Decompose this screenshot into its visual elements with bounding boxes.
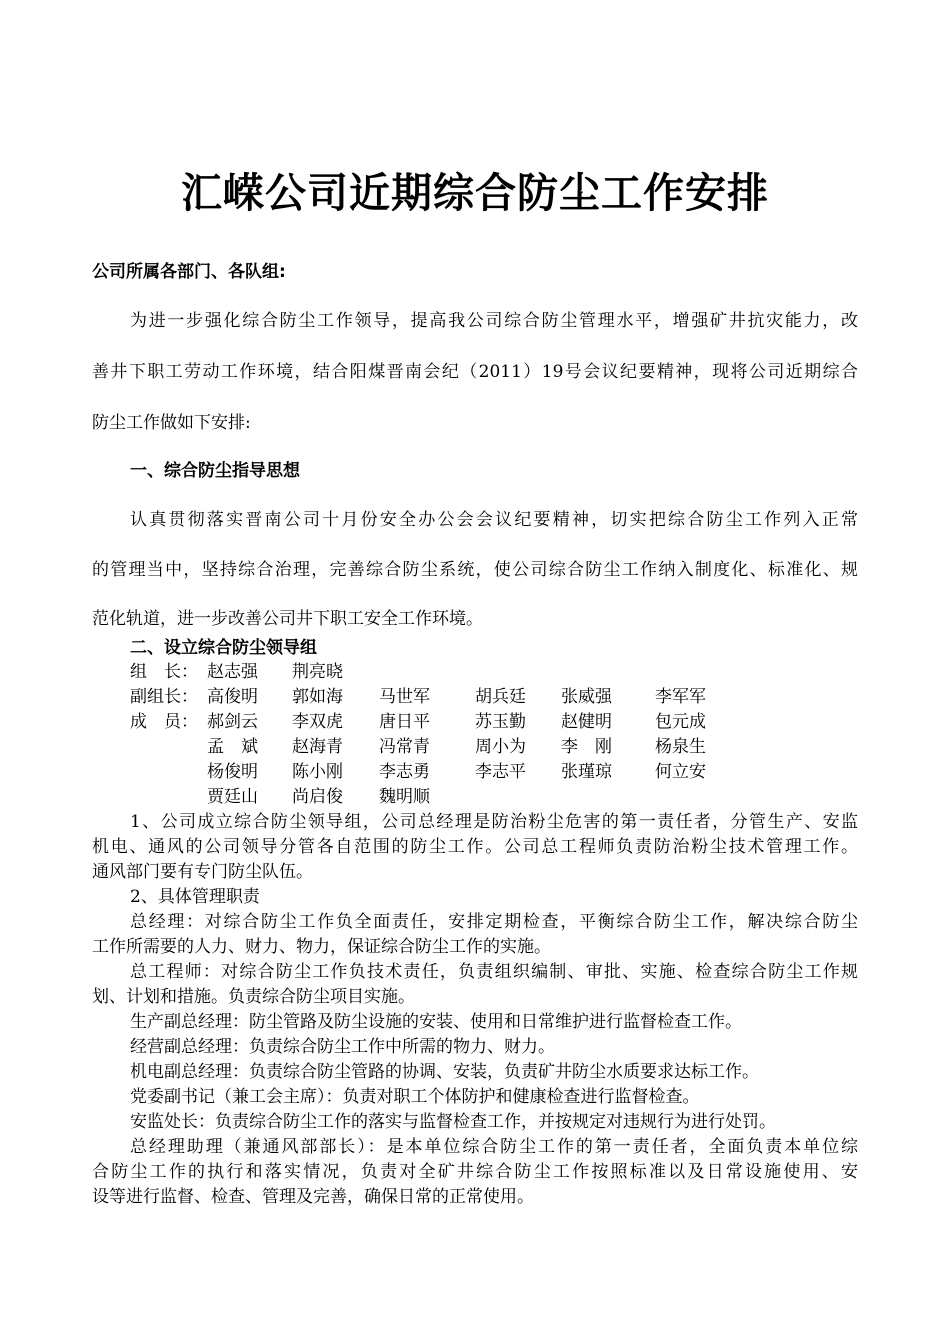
roster-member-name: 孟 斌 bbox=[207, 737, 258, 757]
intro-line-3: 防尘工作做如下安排: bbox=[92, 413, 251, 433]
roster-member-name: 郭如海 bbox=[292, 687, 343, 707]
body-line: 2、具体管理职责 bbox=[130, 887, 260, 907]
roster-role-label: 成 员： bbox=[130, 712, 198, 732]
roster-member-name: 李双虎 bbox=[292, 712, 343, 732]
salutation: 公司所属各部门、各队组: bbox=[92, 262, 286, 282]
roster-role-label: 组 长： bbox=[130, 662, 198, 682]
roster-member-name: 尚启俊 bbox=[292, 787, 343, 807]
body-line: 总工程师：对综合防尘工作负技术责任，负责组织编制、审批、实施、检查综合防尘工作规 bbox=[130, 962, 858, 982]
roster-role-label: 副组长： bbox=[130, 687, 198, 707]
body-line: 总经理助理（兼通风部部长）：是本单位综合防尘工作的第一责任者，全面负责本单位综 bbox=[130, 1137, 858, 1157]
roster-member-name: 魏明顺 bbox=[379, 787, 430, 807]
body-line: 生产副总经理：防尘管路及防尘设施的安装、使用和日常维护进行监督检查工作。 bbox=[130, 1012, 742, 1032]
document-title: 汇嵘公司近期综合防尘工作安排 bbox=[181, 169, 769, 217]
body-line: 机电、通风的公司领导分管各自范围的防尘工作。公司总工程师负责防治粉尘技术管理工作。 bbox=[92, 837, 858, 857]
section-1-line-1: 认真贯彻落实晋南公司十月份安全办公会会议纪要精神，切实把综合防尘工作列入正常 bbox=[130, 510, 858, 530]
roster-member-name: 马世军 bbox=[379, 687, 430, 707]
roster-member-name: 唐日平 bbox=[379, 712, 430, 732]
roster-member-name: 杨泉生 bbox=[655, 737, 706, 757]
section-1-line-3: 范化轨道，进一步改善公司井下职工安全工作环境。 bbox=[92, 609, 483, 629]
roster-member-name: 周小为 bbox=[475, 737, 526, 757]
roster-member-name: 荆亮晓 bbox=[292, 662, 343, 682]
roster-member-name: 胡兵廷 bbox=[475, 687, 526, 707]
roster-member-name: 张瑾琼 bbox=[561, 762, 612, 782]
roster-member-name: 赵海青 bbox=[292, 737, 343, 757]
roster-member-name: 包元成 bbox=[655, 712, 706, 732]
roster-member-name: 贾廷山 bbox=[207, 787, 258, 807]
roster-member-name: 李 刚 bbox=[561, 737, 612, 757]
roster-member-name: 李军军 bbox=[655, 687, 706, 707]
roster-member-name: 何立安 bbox=[655, 762, 706, 782]
body-line: 1、公司成立综合防尘领导组，公司总经理是防治粉尘危害的第一责任者，分管生产、安监 bbox=[130, 812, 858, 832]
roster-member-name: 李志平 bbox=[475, 762, 526, 782]
section-1-line-2: 的管理当中，坚持综合治理，完善综合防尘系统，使公司综合防尘工作纳入制度化、标准化、规 bbox=[92, 560, 858, 580]
section-1-heading: 一、综合防尘指导思想 bbox=[130, 461, 300, 481]
body-line: 设等进行监督、检查、管理及完善，确保日常的正常使用。 bbox=[92, 1187, 534, 1207]
body-line: 党委副书记（兼工会主席）：负责对职工个体防护和健康检查进行监督检查。 bbox=[130, 1087, 700, 1107]
body-line: 合防尘工作的执行和落实情况，负责对全矿井综合防尘工作按照标准以及日常设施使用、安 bbox=[92, 1162, 858, 1182]
roster-member-name: 张威强 bbox=[561, 687, 612, 707]
roster-member-name: 赵志强 bbox=[207, 662, 258, 682]
body-line: 机电副总经理：负责综合防尘管路的协调、安装，负责矿井防尘水质要求达标工作。 bbox=[130, 1062, 759, 1082]
roster-member-name: 陈小刚 bbox=[292, 762, 343, 782]
body-line: 经营副总经理：负责综合防尘工作中所需的物力、财力。 bbox=[130, 1037, 555, 1057]
roster-member-name: 苏玉勤 bbox=[475, 712, 526, 732]
body-line: 总经理：对综合防尘工作负全面责任，安排定期检查，平衡综合防尘工作，解决综合防尘 bbox=[130, 912, 858, 932]
body-line: 划、计划和措施。负责综合防尘项目实施。 bbox=[92, 987, 415, 1007]
body-line: 通风部门要有专门防尘队伍。 bbox=[92, 862, 313, 882]
roster-member-name: 郝剑云 bbox=[207, 712, 258, 732]
roster-member-name: 赵健明 bbox=[561, 712, 612, 732]
roster-member-name: 李志勇 bbox=[379, 762, 430, 782]
roster-member-name: 高俊明 bbox=[207, 687, 258, 707]
intro-line-2: 善井下职工劳动工作环境，结合阳煤晋南会纪（2011）19号会议纪要精神，现将公司近期综合 bbox=[92, 362, 858, 382]
roster-member-name: 冯常青 bbox=[379, 737, 430, 757]
roster-member-name: 杨俊明 bbox=[207, 762, 258, 782]
intro-line-1: 为进一步强化综合防尘工作领导，提高我公司综合防尘管理水平，增强矿井抗灾能力，改 bbox=[130, 311, 858, 331]
body-line: 安监处长：负责综合防尘工作的落实与监督检查工作，并按规定对违规行为进行处罚。 bbox=[130, 1112, 776, 1132]
section-2-heading: 二、设立综合防尘领导组 bbox=[130, 638, 317, 658]
body-line: 工作所需要的人力、财力、物力，保证综合防尘工作的实施。 bbox=[92, 937, 551, 957]
